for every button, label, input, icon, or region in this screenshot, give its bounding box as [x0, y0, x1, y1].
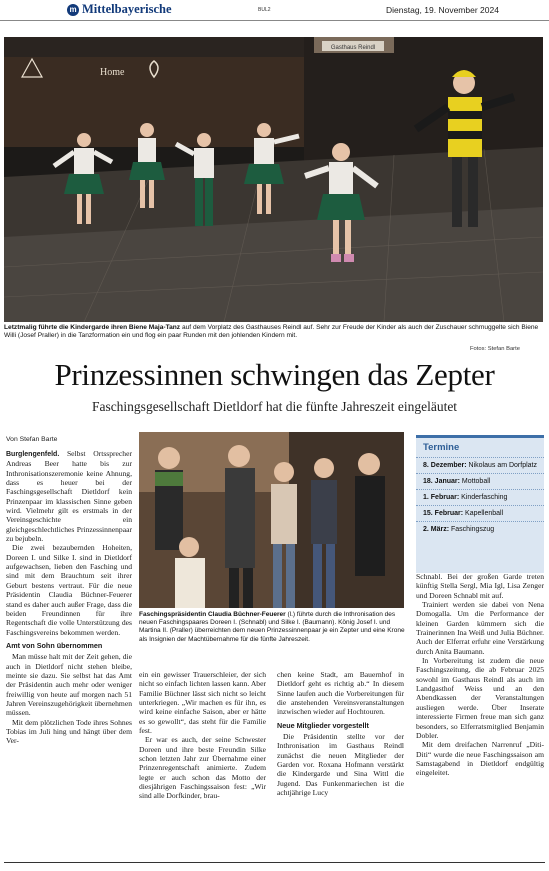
article-column-1	[6, 449, 132, 746]
paragraph: Man müsse halt mit der Zeit gehen, die auch in Dietldorf nicht stehen bleibe, meinte sie dazu. Sie selbst hat das Amt der Präsidentin auch mehr oder weniger freiwillig von heute auf morgen nach 51 Jahren Vereinszugehörigkeit übernehmen müssen.	[6, 652, 132, 718]
photo-credit: Fotos: Stefan Barte	[470, 346, 520, 352]
article-column-3	[277, 670, 404, 797]
article-subheadline: Faschingsgesellschaft Dietldorf hat die fünfte Jahreszeit eingeläutet	[91, 399, 458, 414]
top-photo-caption	[4, 324, 544, 341]
termine-box	[416, 435, 544, 573]
termine-item	[416, 505, 544, 521]
dance-photo	[4, 37, 543, 322]
article-headline: Prinzessinnen schwingen das Zepter	[54, 357, 495, 392]
byline: Von Stefan Barte	[6, 436, 58, 443]
termine-event: Nikolaus am Dorfplatz	[466, 462, 537, 469]
paragraph: Schnabl. Bei der großen Garde treten künftig Stella Sergl, Mia Igl, Lisa Zenger und Doreen Schnabl mit auf.	[416, 572, 544, 600]
article-column-4	[416, 572, 544, 778]
logo-text: Mittelbayerische	[82, 2, 172, 16]
mid-caption-text: (l.) führte durch die Inthronisation des neuen Faschingspaares Doreen I. (Schnabl) und Silke I. (Baumann). König Josef I. und Martina II. (Praller) überreichten dem neuen Prinzessinnenpaar je ein Zepter und eine Krone als Insignien der Machtübernahme für die fünfte Jahreszeit.	[139, 611, 405, 643]
termine-date: 2. März:	[423, 526, 450, 533]
termine-date: 1. Februar:	[423, 494, 460, 501]
paragraph: Trainiert werden sie dabei von Nena Domogalla. Um die Performance der kleinen Garden kümmern sich die Trainerinnen Ina Weiß und Julia Büchner. Auch der Elferrat erfuhr eine Verstärkung durch Anita Baumann.	[416, 600, 544, 656]
mid-caption-lead: Faschingspräsidentin Claudia Büchner-Feuerer	[139, 611, 286, 618]
termine-date: 15. Februar:	[423, 510, 464, 517]
section-heading: Neue Mitglieder vorgestellt	[277, 720, 369, 730]
logo-icon: m	[67, 4, 79, 16]
termine-date: 18. Januar:	[423, 478, 460, 485]
paragraph: Mit dem plötzlichen Tode ihres Sohnes Tobias im Juli hing und hängt über dem Ver-	[6, 717, 132, 746]
paragraph-text: Selbst Ortssprecher Andreas Beer hatte bis zur Inthronisationszeremonie keine Ahnung, dass es heuer bei der Faschingsgesellschaft Dietldorf kein Prinzenpaar im klassischen Sinne geben wird. Vielmehr gilt es erstmals in der Vereinsgeschichte ein gleichgeschlechtliches Prinzessinnenpaar zu bejubeln.	[6, 449, 132, 544]
dateline: Burglengenfeld.	[6, 451, 60, 458]
gasthaus-sign: Gasthaus Reindl	[330, 45, 376, 51]
paragraph	[6, 449, 132, 543]
top-caption-text: auf dem Vorplatz des Gasthauses Reindl auf. Sehr zur Freude der Kinder als auch der Zuschauer schmuggelte sich Biene Willi (Josef Praller) in die Tanzformation ein und flog ein paar Runden mit den johlenden Kindern mit.	[4, 324, 539, 340]
termine-event: Faschingszug	[449, 526, 495, 533]
paragraph: chen keine Stadt, am Bauernhof in Dietldorf geht es richtig ab.“ In diesem Sinne laufen auch die Vorbereitungen für die anstehenden Vereinsveranstaltungen inzwischen wieder auf Hochtouren.	[277, 670, 404, 717]
paragraph: ein ein gewisser Trauerschleier, der sich nicht so einfach lichten lassen kann. Aber Familie Büchner lässt sich nicht so leicht unterkriegen. „Wir machen es für ihn, es wird keine einfache Saison, aber er hätte es so gewollt“, das steht für die Familie fest.	[139, 670, 266, 736]
newspaper-logo	[67, 2, 172, 17]
termine-event: Mottoball	[459, 478, 491, 485]
termine-title: Termine	[423, 442, 460, 453]
top-caption-lead: Letztmalig führte die Kindergarde ihren Biene Maja-Tanz	[4, 324, 181, 331]
termine-event: Kinderfasching	[459, 494, 508, 501]
bottom-rule	[4, 862, 545, 863]
masthead	[0, 0, 549, 21]
edition-code: BUL2	[258, 7, 271, 13]
paragraph: Die zwei bezaubernden Hoheiten, Doreen I. und Silke I. sind in Dietldorf aufgewachsen, lieben den Fasching und sind mit dem Brauchtum seit ihrer Geburt bestens vertraut. Für die neue Präsidentin Claudia Büchner-Feuerer stand es daher auch außer Frage, dass die beiden Freundinnen für ihre Regentschaft die volle Unterstützung des Faschingsvereins bekommen werden.	[6, 543, 132, 637]
paragraph: In Vorbereitung ist zudem die neue Faschingszeitung, die ab Februar 2025 sowohl im Gasthaus Reindl als auch im Landgasthof Weiss und an den Abendkassen der Veranstaltungen ausliegen werde. Über Inserate interessierte Firmen freue man sich ganz besonders, so Elferratsmitglied Benjamin Dobler.	[416, 656, 544, 740]
paragraph: Die Präsidentin stellte vor der Inthronisation im Gasthaus Reindl zunächst die neuen Mitglieder der Garden vor. Roxana Hofmann verstärkt die Kindergarde und Sina Wittl die Jugend. Das Funkenmariechen ist die achtjährige Lucy	[277, 732, 404, 798]
termine-date: 8. Dezember:	[423, 462, 467, 469]
termine-item	[416, 457, 544, 473]
termine-item	[416, 521, 544, 537]
issue-date: Dienstag, 19. November 2024	[386, 5, 499, 15]
termine-item	[416, 489, 544, 505]
paragraph: Mit dem dreifachen Narrenruf „Diti-Diti“ wurde die neue Faschingssaison am Samstagabend in Dietldorf endgültig eingeleitet.	[416, 740, 544, 778]
section-heading: Amt von Sohn übernommen	[6, 640, 103, 650]
article-column-2	[139, 670, 266, 801]
mid-photo-caption	[139, 611, 405, 644]
termine-event: Kapellenball	[463, 510, 504, 517]
inthronisation-photo	[139, 432, 404, 608]
termine-item	[416, 473, 544, 489]
paragraph: Er war es auch, der seine Schwester Doreen und ihre beste Freundin Silke schon letzten Jahr zur Übernahme einer Prinzenregentschaft animierte. Zudem legte er auch schon das Motto der diesjährigen Faschingssaison fest: „Wir sind alle Dorfkinder, brau-	[139, 735, 266, 801]
home-sign: Home	[100, 67, 125, 78]
